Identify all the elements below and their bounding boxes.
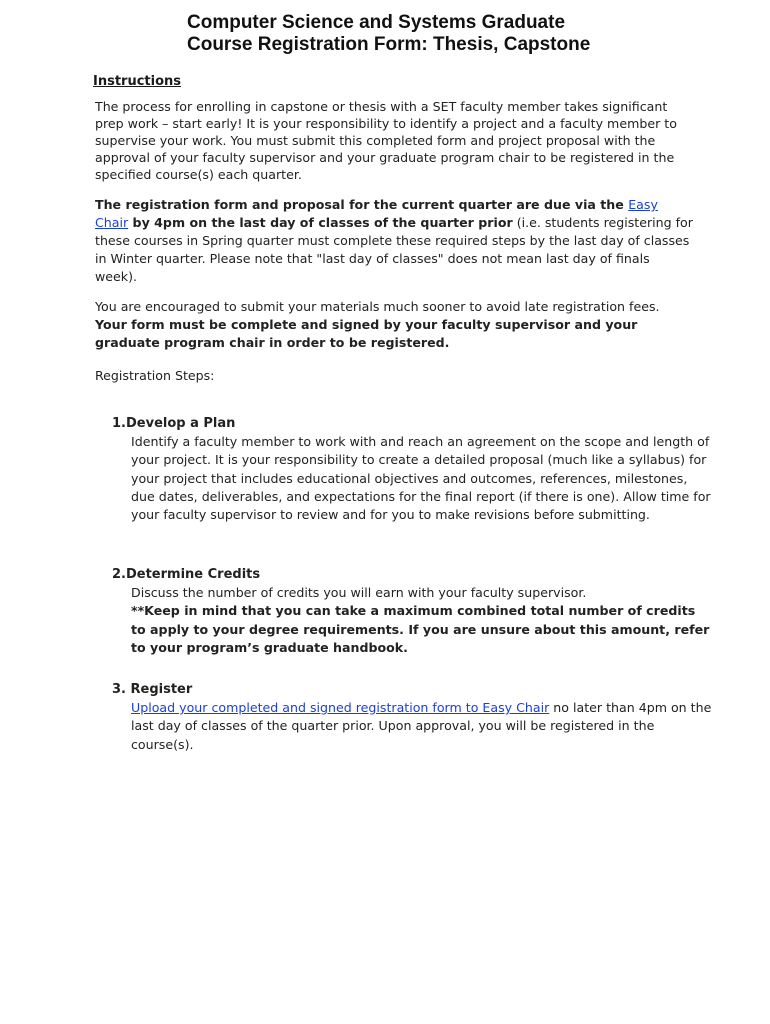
- instructions-heading: Instructions: [93, 74, 182, 89]
- step-determine-credits: [112, 566, 712, 657]
- deadline-bold-a: The registration form and proposal for the current quarter are due via the: [95, 197, 629, 212]
- intro-paragraph: The process for enrolling in capstone or thesis with a SET faculty member takes significant prep work – start early! It is your responsibility to identify a project and a faculty member to supervise your work. You must submit this completed form and project proposal with the approval of your faculty supervisor and your graduate program chair to be registered in the specified course(s) each quarter.: [95, 99, 677, 182]
- step-develop-plan: [112, 415, 712, 524]
- deadline-bold-b: by 4pm on the last day of classes of the quarter prior: [128, 215, 513, 230]
- step-1-title: 1.Develop a Plan: [112, 416, 236, 431]
- page-title: [187, 12, 590, 56]
- step-2-bold-note: **Keep in mind that you can take a maximum combined total number of credits to apply to your degree requirements. If you are unsure about this amount, refer to your program’s graduate handbook.: [131, 603, 710, 655]
- title-line-2: Course Registration Form: Thesis, Capstone: [187, 34, 591, 55]
- step-2-text: Discuss the number of credits you will earn with your faculty supervisor.: [131, 585, 587, 600]
- step-3-title: 3. Register: [112, 682, 193, 697]
- deadline-rest: (i.e. students registering for these courses in Spring quarter must complete these required steps by the last day of classes in Winter quarter. Please note that "last day of classes" does not mean last day of finals week).: [95, 215, 693, 284]
- encouragement-bold: Your form must be complete and signed by your faculty supervisor and your graduate program chair in order to be registered.: [95, 317, 638, 350]
- encouragement-plain: You are encouraged to submit your materials much sooner to avoid late registration fees.: [95, 299, 660, 314]
- easy-chair-link[interactable]: Easy Chair: [95, 197, 658, 230]
- step-1-body: Identify a faculty member to work with and reach an agreement on the scope and length of your project. It is your responsibility to create a detailed proposal (much like a syllabus) for your project that includes educational objectives and outcomes, references, milestones, due dates, deliverables, and expectations for the final report (if there is one). Allow time for your faculty supervisor to review and for you to make revisions before submitting.: [131, 434, 711, 523]
- deadline-paragraph: [95, 196, 695, 286]
- title-line-1: Computer Science and Systems Graduate: [187, 12, 566, 33]
- registration-steps-label: Registration Steps:: [95, 368, 215, 383]
- step-3-body: [131, 699, 712, 754]
- step-register: [112, 681, 712, 754]
- upload-form-link[interactable]: Upload your completed and signed registration form to Easy Chair: [131, 700, 550, 715]
- encouragement-paragraph: [95, 298, 695, 352]
- step-2-body: [131, 584, 712, 657]
- step-3-rest: no later than 4pm on the last day of classes of the quarter prior. Upon approval, you will be registered in the course(s).: [131, 700, 712, 752]
- step-2-title: 2.Determine Credits: [112, 567, 261, 582]
